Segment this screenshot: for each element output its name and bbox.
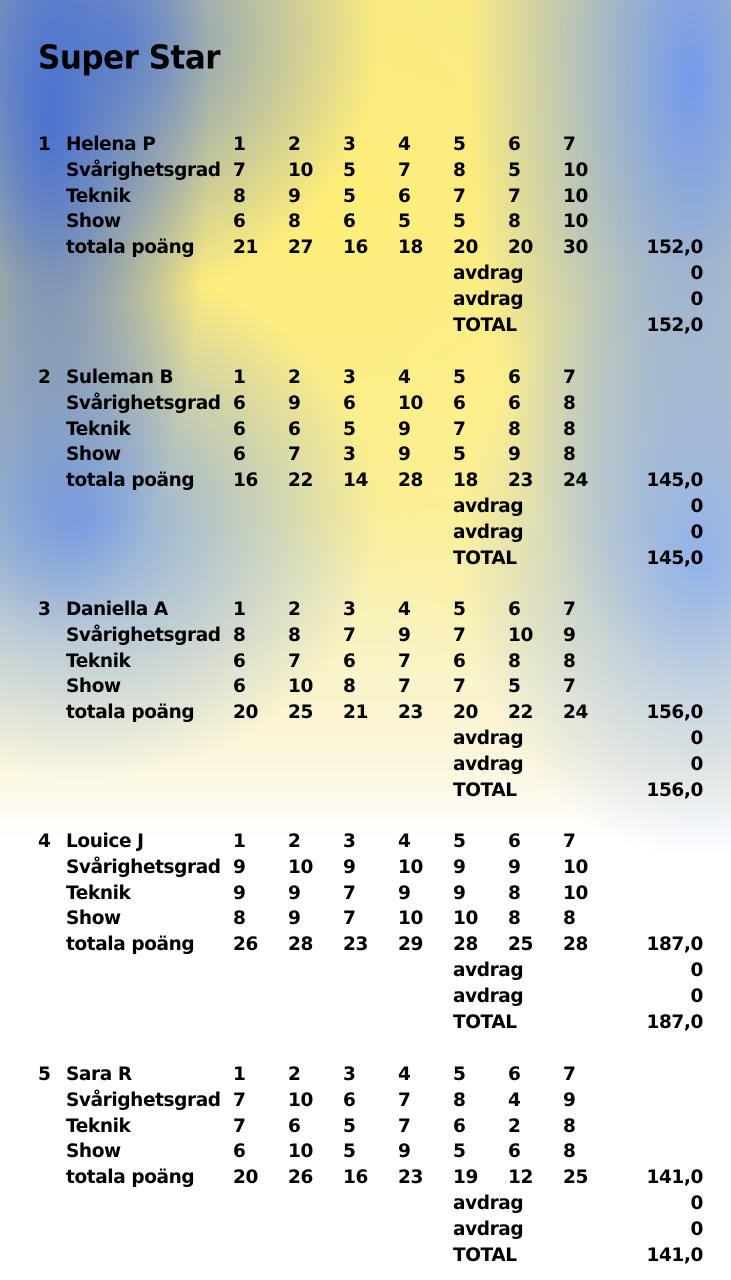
score-cell: 27	[288, 237, 313, 259]
score-cell: 6	[398, 185, 411, 207]
score-cell: 5	[398, 211, 411, 233]
score-cell: 6	[453, 650, 466, 672]
score-cell: 6	[233, 444, 246, 466]
contestant-rank: 4	[38, 831, 51, 852]
score-cell: 23	[398, 702, 423, 724]
round-number: 4	[398, 134, 411, 155]
score-cell: 20	[233, 702, 258, 724]
score-cell: 7	[453, 418, 466, 440]
score-cell: 9	[288, 185, 301, 207]
deduction-value: 0	[690, 288, 703, 310]
score-cell: 10	[288, 1089, 313, 1111]
score-cell: 5	[453, 444, 466, 466]
score-row-label: Show	[66, 211, 121, 233]
score-cell: 4	[508, 1089, 521, 1111]
deduction-value: 0	[690, 263, 703, 284]
score-cell: 6	[453, 392, 466, 414]
score-cell: 7	[343, 624, 356, 646]
deduction-label: avdrag	[453, 288, 524, 310]
score-cell: 8	[343, 676, 356, 698]
score-cell: 5	[343, 1115, 356, 1137]
total-value: 156,0	[646, 779, 703, 801]
round-number: 7	[563, 831, 576, 852]
score-row-label: Teknik	[66, 1115, 131, 1137]
score-cell: 10	[563, 211, 588, 233]
round-number: 7	[563, 367, 576, 388]
score-row-label: Teknik	[66, 418, 131, 440]
deduction-value: 0	[690, 521, 703, 543]
score-cell: 7	[398, 676, 411, 698]
score-cell: 6	[343, 392, 356, 414]
score-cell: 9	[398, 1141, 411, 1163]
score-cell: 5	[343, 185, 356, 207]
contestant-rank: 1	[38, 134, 51, 155]
round-number: 4	[398, 1064, 411, 1085]
score-cell: 9	[398, 444, 411, 466]
total-label: TOTAL	[453, 779, 517, 801]
score-cell: 7	[398, 650, 411, 672]
score-cell: 21	[343, 702, 368, 724]
score-row-label: Svårighetsgrad	[66, 1089, 221, 1111]
score-cell: 3	[343, 444, 356, 466]
score-cell: 9	[288, 882, 301, 904]
deduction-value: 0	[690, 753, 703, 775]
score-cell: 10	[288, 159, 313, 181]
score-cell: 22	[288, 470, 313, 492]
round-number: 3	[343, 134, 356, 155]
score-cell: 10	[288, 856, 313, 878]
contestant-block	[0, 1064, 731, 1270]
score-cell: 10	[563, 856, 588, 878]
deduction-label: avdrag	[453, 263, 524, 284]
score-cell: 5	[508, 159, 521, 181]
score-cell: 6	[233, 392, 246, 414]
score-row-label: Show	[66, 444, 121, 466]
score-cell: 6	[288, 1115, 301, 1137]
score-cell: 7	[343, 882, 356, 904]
score-cell: 16	[343, 1167, 368, 1189]
score-cell: 22	[508, 702, 533, 724]
score-cell: 7	[453, 185, 466, 207]
score-cell: 28	[288, 934, 313, 956]
score-cell: 8	[563, 650, 576, 672]
round-number: 2	[288, 1064, 301, 1085]
score-cell: 5	[453, 1141, 466, 1163]
score-cell: 10	[398, 908, 423, 930]
score-cell: 7	[288, 650, 301, 672]
total-label: TOTAL	[453, 547, 517, 569]
score-cell: 7	[398, 1115, 411, 1137]
score-cell: 8	[563, 418, 576, 440]
score-row-label: totala poäng	[66, 1167, 195, 1189]
score-cell: 7	[288, 444, 301, 466]
score-cell: 18	[453, 470, 478, 492]
score-cell: 8	[233, 624, 246, 646]
round-number: 1	[233, 831, 246, 852]
score-cell: 6	[343, 211, 356, 233]
round-number: 6	[508, 1064, 521, 1085]
score-cell: 10	[453, 908, 478, 930]
score-cell: 9	[563, 1089, 576, 1111]
score-cell: 29	[398, 934, 423, 956]
score-cell: 6	[508, 1141, 521, 1163]
score-row-label: totala poäng	[66, 470, 195, 492]
score-row-label: Show	[66, 676, 121, 698]
total-value: 152,0	[646, 314, 703, 336]
score-cell: 9	[398, 882, 411, 904]
score-cell: 16	[233, 470, 258, 492]
score-cell: 19	[453, 1167, 478, 1189]
score-cell: 8	[233, 185, 246, 207]
score-cell: 9	[453, 856, 466, 878]
score-cell: 9	[288, 392, 301, 414]
round-number: 1	[233, 367, 246, 388]
score-cell: 28	[453, 934, 478, 956]
score-cell: 5	[343, 418, 356, 440]
deduction-value: 0	[690, 496, 703, 517]
score-cell: 8	[563, 444, 576, 466]
score-cell: 23	[343, 934, 368, 956]
score-cell: 25	[288, 702, 313, 724]
contestant-name: Daniella A	[66, 599, 168, 620]
contestant-name: Helena P	[66, 134, 156, 155]
score-row-label: Show	[66, 908, 121, 930]
score-cell: 7	[453, 624, 466, 646]
score-cell: 7	[508, 185, 521, 207]
score-cell: 8	[508, 418, 521, 440]
score-cell: 9	[398, 418, 411, 440]
contestant-block	[0, 831, 731, 1037]
score-cell: 21	[233, 237, 258, 259]
round-number: 2	[288, 599, 301, 620]
page-title: Super Star	[38, 39, 221, 77]
round-number: 7	[563, 599, 576, 620]
score-cell: 6	[453, 1115, 466, 1137]
score-cell: 5	[453, 211, 466, 233]
score-cell: 7	[233, 1089, 246, 1111]
round-number: 6	[508, 831, 521, 852]
round-number: 3	[343, 1064, 356, 1085]
round-number: 7	[563, 134, 576, 155]
total-value: 145,0	[646, 547, 703, 569]
score-cell: 5	[343, 159, 356, 181]
score-row-label: totala poäng	[66, 934, 195, 956]
score-cell: 7	[233, 1115, 246, 1137]
deduction-value: 0	[690, 728, 703, 749]
deduction-label: avdrag	[453, 960, 524, 981]
contestant-block	[0, 599, 731, 805]
deduction-label: avdrag	[453, 496, 524, 517]
score-cell: 28	[398, 470, 423, 492]
score-cell: 28	[563, 934, 588, 956]
score-cell: 26	[288, 1167, 313, 1189]
score-cell: 9	[233, 856, 246, 878]
round-number: 1	[233, 1064, 246, 1085]
round-number: 3	[343, 831, 356, 852]
score-cell: 6	[233, 211, 246, 233]
total-value: 141,0	[646, 1244, 703, 1266]
round-number: 5	[453, 831, 466, 852]
score-row-label: Svårighetsgrad	[66, 856, 221, 878]
deduction-label: avdrag	[453, 1218, 524, 1240]
deduction-label: avdrag	[453, 1193, 524, 1214]
total-label: TOTAL	[453, 1244, 517, 1266]
round-number: 3	[343, 367, 356, 388]
score-cell: 5	[343, 1141, 356, 1163]
deduction-label: avdrag	[453, 753, 524, 775]
score-cell: 10	[563, 185, 588, 207]
score-cell: 23	[398, 1167, 423, 1189]
score-cell: 8	[233, 908, 246, 930]
round-number: 1	[233, 599, 246, 620]
score-cell: 20	[508, 237, 533, 259]
contestant-name: Sara R	[66, 1064, 132, 1085]
score-cell: 9	[508, 856, 521, 878]
contestant-rank: 2	[38, 367, 51, 388]
score-cell: 12	[508, 1167, 533, 1189]
score-cell: 10	[398, 856, 423, 878]
score-cell: 9	[233, 882, 246, 904]
round-number: 4	[398, 367, 411, 388]
score-cell: 7	[563, 676, 576, 698]
contestant-name: Suleman B	[66, 367, 174, 388]
contestant-rank: 3	[38, 599, 51, 620]
score-cell: 7	[398, 1089, 411, 1111]
points-sum: 141,0	[646, 1167, 703, 1189]
score-cell: 9	[508, 444, 521, 466]
score-cell: 6	[233, 418, 246, 440]
score-cell: 8	[563, 1141, 576, 1163]
deduction-value: 0	[690, 960, 703, 981]
score-row-label: Svårighetsgrad	[66, 159, 221, 181]
score-cell: 26	[233, 934, 258, 956]
round-number: 2	[288, 831, 301, 852]
round-number: 7	[563, 1064, 576, 1085]
score-cell: 20	[453, 702, 478, 724]
deduction-label: avdrag	[453, 521, 524, 543]
round-number: 1	[233, 134, 246, 155]
score-cell: 8	[288, 211, 301, 233]
score-cell: 8	[453, 1089, 466, 1111]
contestant-name: Louice J	[66, 831, 144, 852]
points-sum: 156,0	[646, 702, 703, 724]
round-number: 5	[453, 134, 466, 155]
score-cell: 25	[563, 1167, 588, 1189]
total-value: 187,0	[646, 1011, 703, 1033]
round-number: 3	[343, 599, 356, 620]
score-cell: 23	[508, 470, 533, 492]
contestant-rank: 5	[38, 1064, 51, 1085]
score-cell: 6	[288, 418, 301, 440]
score-cell: 6	[233, 650, 246, 672]
score-cell: 10	[398, 392, 423, 414]
round-number: 4	[398, 831, 411, 852]
round-number: 6	[508, 599, 521, 620]
points-sum: 145,0	[646, 470, 703, 492]
total-label: TOTAL	[453, 1011, 517, 1033]
score-cell: 8	[508, 650, 521, 672]
score-cell: 10	[563, 159, 588, 181]
score-cell: 9	[563, 624, 576, 646]
score-cell: 6	[233, 676, 246, 698]
score-cell: 10	[508, 624, 533, 646]
score-cell: 10	[563, 882, 588, 904]
total-label: TOTAL	[453, 314, 517, 336]
score-cell: 8	[508, 882, 521, 904]
contestant-block	[0, 367, 731, 573]
score-cell: 7	[343, 908, 356, 930]
score-row-label: Svårighetsgrad	[66, 392, 221, 414]
score-cell: 10	[288, 676, 313, 698]
score-cell: 10	[288, 1141, 313, 1163]
score-cell: 6	[343, 1089, 356, 1111]
score-cell: 8	[563, 392, 576, 414]
score-cell: 6	[233, 1141, 246, 1163]
score-row-label: totala poäng	[66, 237, 195, 259]
score-cell: 2	[508, 1115, 521, 1137]
score-cell: 7	[453, 676, 466, 698]
score-cell: 9	[453, 882, 466, 904]
round-number: 6	[508, 367, 521, 388]
score-row-label: Svårighetsgrad	[66, 624, 221, 646]
score-row-label: Teknik	[66, 650, 131, 672]
deduction-label: avdrag	[453, 728, 524, 749]
deduction-value: 0	[690, 1193, 703, 1214]
score-cell: 9	[343, 856, 356, 878]
score-row-label: Teknik	[66, 882, 131, 904]
score-cell: 7	[233, 159, 246, 181]
round-number: 5	[453, 367, 466, 388]
deduction-label: avdrag	[453, 985, 524, 1007]
points-sum: 187,0	[646, 934, 703, 956]
contestant-block	[0, 134, 731, 340]
round-number: 2	[288, 367, 301, 388]
score-cell: 8	[288, 624, 301, 646]
score-cell: 30	[563, 237, 588, 259]
score-cell: 8	[508, 908, 521, 930]
round-number: 4	[398, 599, 411, 620]
score-cell: 8	[508, 211, 521, 233]
round-number: 6	[508, 134, 521, 155]
deduction-value: 0	[690, 985, 703, 1007]
score-cell: 14	[343, 470, 368, 492]
score-cell: 8	[453, 159, 466, 181]
score-cell: 5	[508, 676, 521, 698]
score-cell: 8	[563, 1115, 576, 1137]
score-cell: 20	[233, 1167, 258, 1189]
points-sum: 152,0	[646, 237, 703, 259]
score-cell: 24	[563, 470, 588, 492]
score-cell: 9	[398, 624, 411, 646]
score-cell: 24	[563, 702, 588, 724]
score-cell: 16	[343, 237, 368, 259]
score-cell: 6	[508, 392, 521, 414]
score-cell: 20	[453, 237, 478, 259]
round-number: 2	[288, 134, 301, 155]
score-cell: 25	[508, 934, 533, 956]
score-cell: 18	[398, 237, 423, 259]
score-cell: 7	[398, 159, 411, 181]
round-number: 5	[453, 599, 466, 620]
score-row-label: Teknik	[66, 185, 131, 207]
score-cell: 8	[563, 908, 576, 930]
score-row-label: totala poäng	[66, 702, 195, 724]
deduction-value: 0	[690, 1218, 703, 1240]
score-cell: 6	[343, 650, 356, 672]
round-number: 5	[453, 1064, 466, 1085]
score-cell: 9	[288, 908, 301, 930]
score-row-label: Show	[66, 1141, 121, 1163]
